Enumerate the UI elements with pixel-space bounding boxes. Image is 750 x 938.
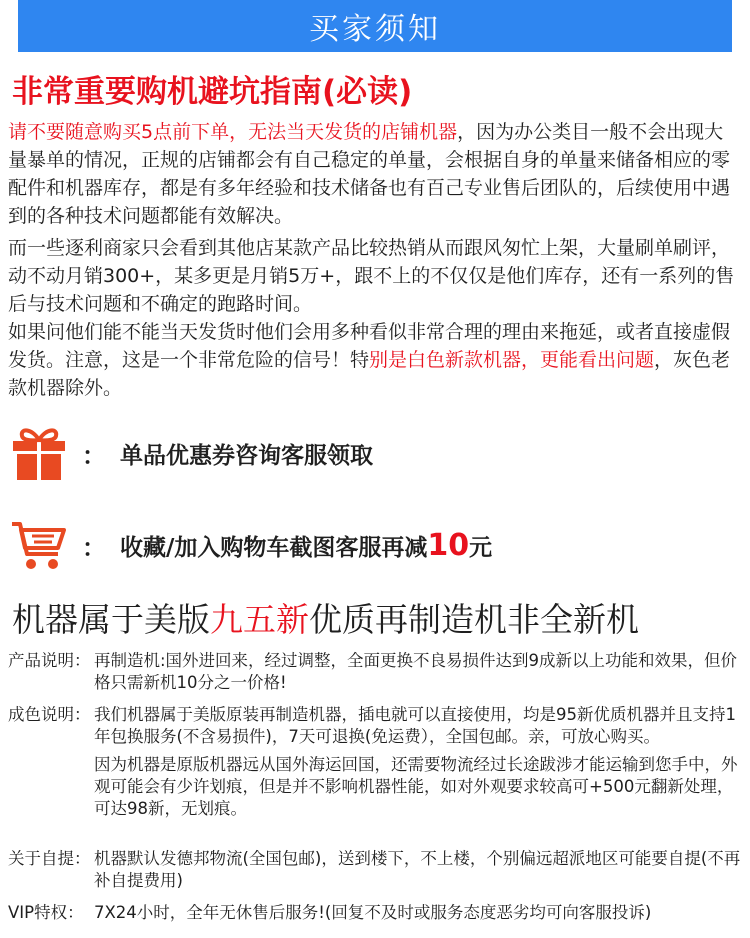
info-condition bbox=[8, 704, 744, 820]
coupon-text: 单品优惠券咨询客服领取 bbox=[120, 442, 373, 469]
warning-highlight: 请不要随意购买5点前下单，无法当天发货的店铺机器 bbox=[8, 121, 458, 143]
info-pickup-label: 关于自提： bbox=[8, 849, 91, 868]
paragraph-warning bbox=[8, 118, 742, 230]
shipping-text-end: ，灰色老款机器除外。 bbox=[8, 349, 731, 399]
shipping-highlight: 别是白色新款机器，更能看出问题 bbox=[369, 349, 655, 371]
info-vip bbox=[8, 902, 744, 924]
info-pickup-body: 机器默认发德邦物流(全国包邮)，送到楼下，不上楼，个别偏远超派地区可能要自提(不再补自提费用) bbox=[94, 849, 741, 890]
headline bbox=[12, 594, 639, 641]
paragraph-merchants: 而一些逐利商家只会看到其他店某款产品比较热销从而跟风匆忙上架，大量刷单刷评，动不动月销300+，某多更是月销5万+，跟不上的不仅仅是他们库存，还有一系列的售后与技术问题和不确定的跑路时间。 bbox=[8, 237, 735, 315]
headline-highlight: 九五新 bbox=[210, 600, 309, 639]
promo-cart bbox=[10, 516, 492, 574]
info-vip-body: 7X24小时，全年无休售后服务!(回复不及时或服务态度恶劣均可向客服投诉) bbox=[94, 903, 652, 922]
shipping-text-start: 如果问他们能不能当天发货时他们会用多种看似非常合理的理由来拖延，或者直接虚假发货。注意，这是一个非常危险的信号！特 bbox=[8, 321, 731, 371]
info-condition-body2: 因为机器是原版机器远从国外海运回国，还需要物流经过长途跋涉才能运输到您手中，外观可能会有少许划痕，但是并不影响机器性能，如对外观要求较高可+500元翻新处理，可达98新，无划痕。 bbox=[94, 755, 738, 818]
coupon-colon: ： bbox=[82, 441, 106, 470]
info-product bbox=[8, 650, 744, 694]
headline-part1: 机器属于美版 bbox=[12, 600, 210, 639]
info-vip-label: VIP特权： bbox=[8, 903, 84, 922]
headline-part2: 优质再制造机非全新机 bbox=[309, 600, 639, 639]
promo-coupon bbox=[10, 424, 373, 482]
paragraph-shipping bbox=[8, 318, 742, 402]
cart-colon: ： bbox=[82, 533, 106, 562]
cart-discount-unit: 元 bbox=[469, 534, 493, 561]
info-product-label: 产品说明： bbox=[8, 651, 91, 670]
header-banner bbox=[14, 0, 736, 52]
cart-discount-amount: 10 bbox=[427, 527, 470, 563]
info-pickup bbox=[8, 848, 744, 892]
info-product-body: 再制造机:国外进回来，经过调整，全面更换不良易损件达到9成新以上功能和效果，但价格只需新机10分之一价格! bbox=[94, 651, 738, 692]
info-condition-body1: 我们机器属于美版原装再制造机器，插电就可以直接使用，均是95新优质机器并且支持1年包换服务(不含易损件)，7天可退换(免运费），全国包邮。亲，可放心购买。 bbox=[94, 705, 736, 746]
cart-icon bbox=[10, 516, 68, 574]
warning-text: ，因为办公类目一般不会出现大量暴单的情况，正规的店铺都会有自己稳定的单量，会根据自身的单量来储备相应的零配件和机器库存，都是有多年经验和技术储备也有百己专业售后团队的，后续使用中遇到的各种技术问题都能有效解决。 bbox=[8, 121, 731, 227]
guide-title: 非常重要购机避坑指南(必读) bbox=[12, 74, 413, 110]
gift-icon bbox=[10, 424, 68, 482]
info-condition-label: 成色说明： bbox=[8, 705, 91, 724]
banner-title: 买家须知 bbox=[309, 12, 441, 47]
cart-text: 收藏/加入购物车截图客服再减 bbox=[120, 534, 428, 561]
